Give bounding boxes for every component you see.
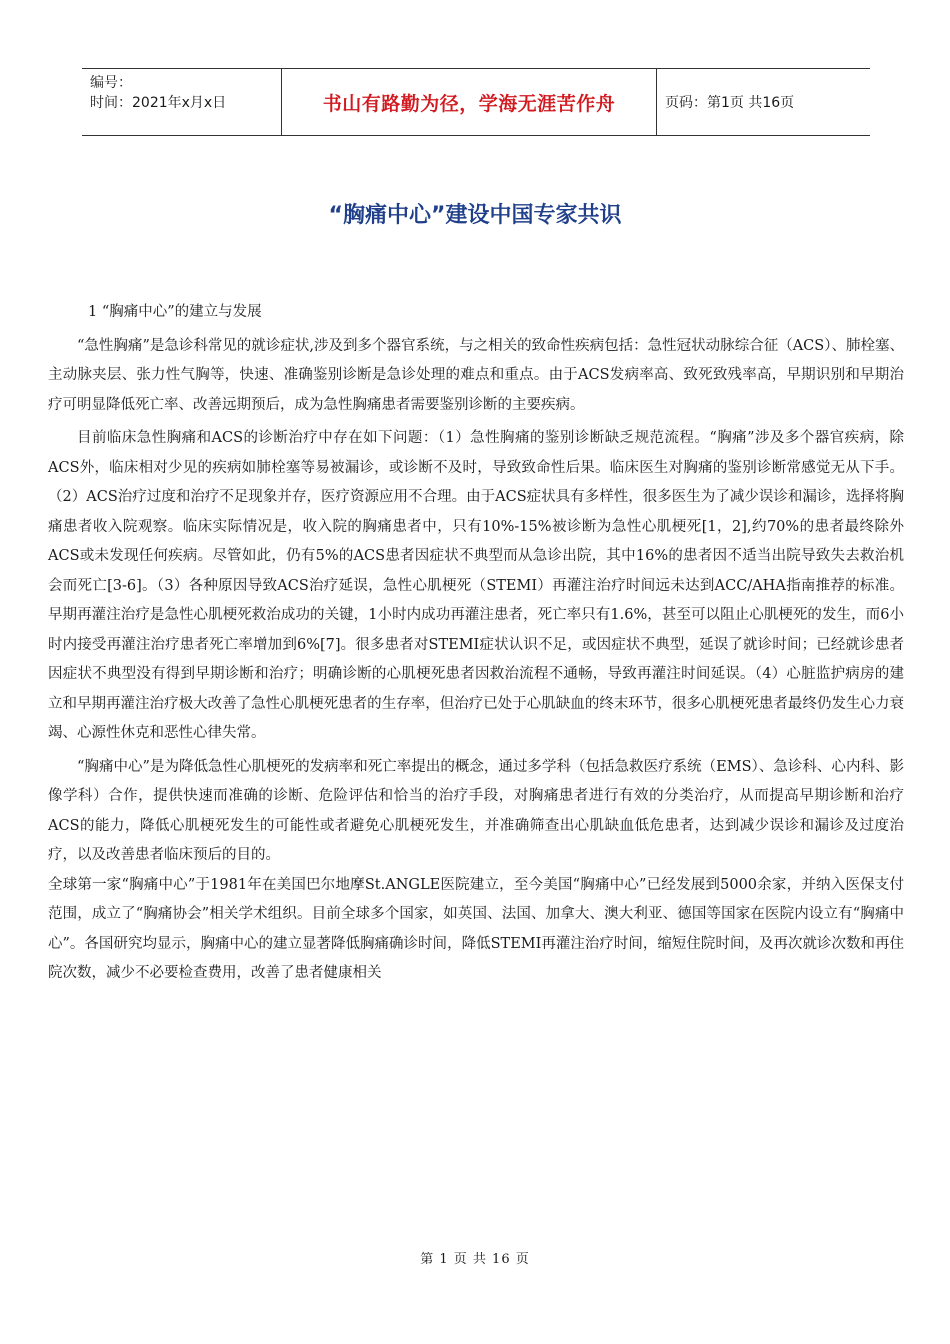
paragraph: “急性胸痛”是急诊科常见的就诊症状,涉及到多个器官系统，与之相关的致命性疾病包括：急性冠状动脉综合征（ACS）、肺栓塞、主动脉夹层、张力性气胸等，快速、准确鉴别诊断是急诊处理的难点和重点。由于ACS发病率高、致死致残率高，早期识别和早期治疗可明显降低死亡率、改善远期预后，成为急性胸痛患者需要鉴别诊断的主要疾病。 — [48, 337, 904, 413]
header-meta-cell — [82, 69, 282, 135]
paragraph: “胸痛中心”是为降低急性心肌梗死的发病率和死亡率提出的概念，通过多学科（包括急救医疗系统（EMS）、急诊科、心内科、影像学科）合作，提供快速而准确的诊断、危险评估和恰当的治疗手段，对胸痛患者进行有效的分类治疗，从而提高早期诊断和治疗ACS的能力，降低心肌梗死发生的可能性或者避免心肌梗死发生，并准确筛查出心肌缺血低危患者，达到减少误诊和漏诊及过度治疗，以及改善患者临床预后的目的。 — [48, 758, 904, 863]
paragraph: 目前临床急性胸痛和ACS的诊断治疗中存在如下问题：（1）急性胸痛的鉴别诊断缺乏规范流程。“胸痛”涉及多个器官疾病，除ACS外，临床相对少见的疾病如肺栓塞等易被漏诊，或诊断不及时，导致致命性后果。临床医生对胸痛的鉴别诊断常感觉无从下手。（2）ACS治疗过度和治疗不足现象并存，医疗资源应用不合理。由于ACS症状具有多样性，很多医生为了减少误诊和漏诊，选择将胸痛患者收入院观察。临床实际情况是，收入院的胸痛患者中，只有10%-15%被诊断为急性心肌梗死[1，2],约70%的患者最终除外ACS或未发现任何疾病。尽管如此，仍有5%的ACS患者因症状不典型而从急诊出院，其中16%的患者因不适当出院导致失去救治机会而死亡[3-6]。（3）各种原因导致ACS治疗延误，急性心肌梗死（STEMI）再灌注治疗时间远未达到ACC/AHA指南推荐的标准。早期再灌注治疗是急性心肌梗死救治成功的关键，1小时内成功再灌注患者，死亡率只有1.6%，甚至可以阻止心肌梗死的发生，而6小时内接受再灌注治疗患者死亡率增加到6%[7]。很多患者对STEMI症状认识不足，或因症状不典型，延误了就诊时间；已经就诊患者因症状不典型没有得到早期诊断和治疗；明确诊断的心肌梗死患者因救治流程不通畅，导致再灌注时间延误。（4）心脏监护病房的建立和早期再灌注治疗极大改善了急性心肌梗死患者的生存率，但治疗已处于心肌缺血的终末环节，很多心肌梗死患者最终仍发生心力衰竭、心源性休克和恶性心律失常。 — [48, 430, 904, 741]
page-footer: 第 1 页 共 16 页 — [420, 1252, 530, 1267]
header-motto: 书山有路勤为径，学海无涯苦作舟 — [322, 92, 616, 115]
section-heading: 1 “胸痛中心”的建立与发展 — [88, 304, 262, 320]
header-table — [82, 68, 870, 136]
document-body — [48, 298, 904, 989]
paragraph: 全球第一家“胸痛中心”于1981年在美国巴尔地摩St.ANGLE医院建立，至今美国“胸痛中心”已经发展到5000余家，并纳入医保支付范围，成立了“胸痛协会”相关学术组织。目前全球多个国家，如英国、法国、加拿大、澳大利亚、德国等国家在医院内设立有“胸痛中心”。各国研究均显示，胸痛中心的建立显著降低胸痛确诊时间，降低STEMI再灌注治疗时间，缩短住院时间，及再次就诊次数和再住院次数，减少不必要检查费用，改善了患者健康相关 — [48, 876, 904, 981]
header-page-cell — [657, 69, 870, 135]
document-title: “胸痛中心”建设中国专家共识 — [328, 203, 622, 228]
document-date-label: 时间：2021年x月x日 — [90, 95, 227, 111]
document-number-label: 编号： — [90, 75, 132, 91]
header-motto-cell — [282, 69, 657, 135]
header-page-info: 页码：第1页 共16页 — [665, 95, 795, 111]
